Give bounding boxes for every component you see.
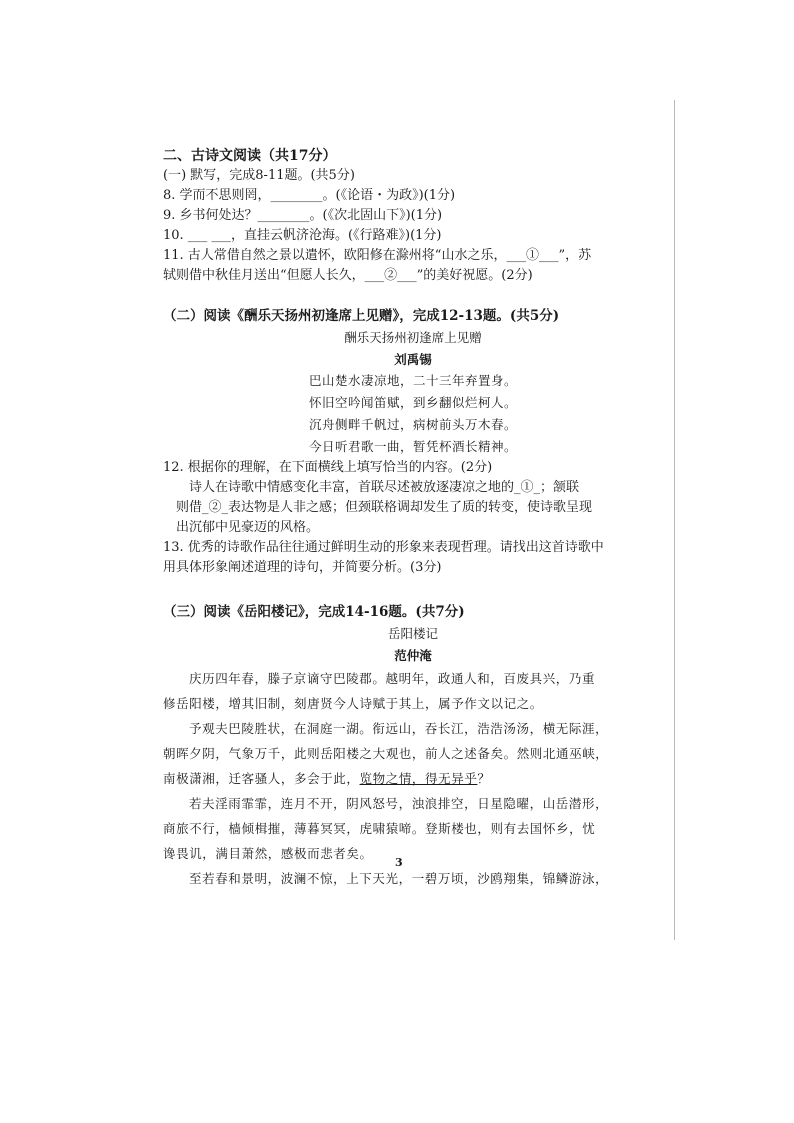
essay-line: 朝晖夕阴，气象万千，此则岳阳楼之大观也，前人之述备矣。然则北通巫峡，: [163, 746, 609, 761]
essay-author: 范仲淹: [394, 648, 432, 663]
page-fold-line: [674, 100, 675, 940]
question-8: 8. 学而不思则罔，________。(《论语・为政》)(1分): [163, 188, 456, 203]
essay-line: 商旅不行，樯倾楫摧，薄暮冥冥，虎啸猿啼。登斯楼也，则有去国怀乡，忧: [163, 821, 596, 836]
question-11-line2: 轼则借中秋佳月送出“但愿人长久，___②___”的美好祝愿。(2分): [163, 268, 533, 283]
exam-content: [163, 146, 663, 891]
part3-heading: （三）阅读《岳阳楼记》，完成14-16题。(共7分): [163, 604, 465, 620]
underlined-sentence: 览物之情，得无异乎: [359, 771, 478, 786]
section-title: 二、古诗文阅读（共17分）: [163, 148, 337, 164]
essay-line: 修岳阳楼，增其旧制，刻唐贤今人诗赋于其上，属予作文以记之。: [163, 696, 543, 711]
question-12-body-line2: 则借_②_表达物是人非之感；但颈联格调却发生了质的转变，使诗歌呈现: [176, 500, 593, 515]
essay-text: ？: [477, 771, 491, 786]
essay-line: [163, 766, 663, 791]
poem-title: 酬乐天扬州初逢席上见赠: [344, 330, 482, 345]
essay-text: 南极潇湘，迁客骚人，多会于此，: [163, 771, 360, 786]
question-12-body-line3: 出沉郁中见豪迈的风格。: [176, 520, 320, 535]
poem-author: 刘禹锡: [394, 352, 432, 367]
essay-line: 至若春和景明，波澜不惊，上下天光，一碧万顷，沙鸥翔集，锦鳞游泳，: [189, 871, 609, 886]
question-13-line2: 用具体形象阐述道理的诗句，并简要分析。(3分): [163, 560, 442, 575]
poem-line: 巴山楚水凄凉地，二十三年弃置身。: [308, 373, 517, 388]
essay-body: [163, 666, 663, 891]
essay-title: 岳阳楼记: [387, 626, 438, 641]
question-12: 12. 根据你的理解，在下面横线上填写恰当的内容。(2分): [163, 460, 493, 475]
question-10: 10. ___ ___，直挂云帆济沧海。(《行路难》)(1分): [163, 228, 442, 243]
part2-heading: （二）阅读《酬乐天扬州初逢席上见赠》，完成12-13题。(共5分): [163, 308, 560, 324]
poem-line: 沉舟侧畔千帆过，病树前头万木春。: [308, 417, 517, 432]
part1-heading: (一) 默写，完成8-11题。(共5分): [163, 168, 355, 183]
poem-line: 怀旧空吟闻笛赋，到乡翻似烂柯人。: [308, 395, 517, 410]
question-11-line1: 11. 古人常借自然之景以遣怀，欧阳修在滁州将“山水之乐，___①___”，苏: [163, 248, 592, 263]
essay-line: 庆历四年春，滕子京谪守巴陵郡。越明年，政通人和，百废具兴，乃重: [189, 671, 596, 686]
question-13-line1: 13. 优秀的诗歌作品往往通过鲜明生动的形象来表现哲理。请找出这首诗歌中: [163, 540, 604, 555]
question-12-body-line1: 诗人在诗歌中情感变化丰富，首联尽述被放逐凄凉之地的_①_；颔联: [189, 480, 580, 495]
essay-line: 若夫淫雨霏霏，连月不开，阴风怒号，浊浪排空，日星隐曜，山岳潜形，: [189, 796, 609, 811]
question-9: 9. 乡书何处达？________。(《次北固山下》)(1分): [163, 208, 443, 223]
page-number: 3: [395, 856, 403, 869]
essay-line: 谗畏讥，满目萧然，感极而悲者矣。: [163, 846, 373, 861]
essay-line: 予观夫巴陵胜状，在洞庭一湖。衔远山，吞长江，浩浩汤汤，横无际涯，: [189, 721, 609, 736]
poem-line: 今日听君歌一曲，暂凭杯酒长精神。: [308, 439, 517, 454]
